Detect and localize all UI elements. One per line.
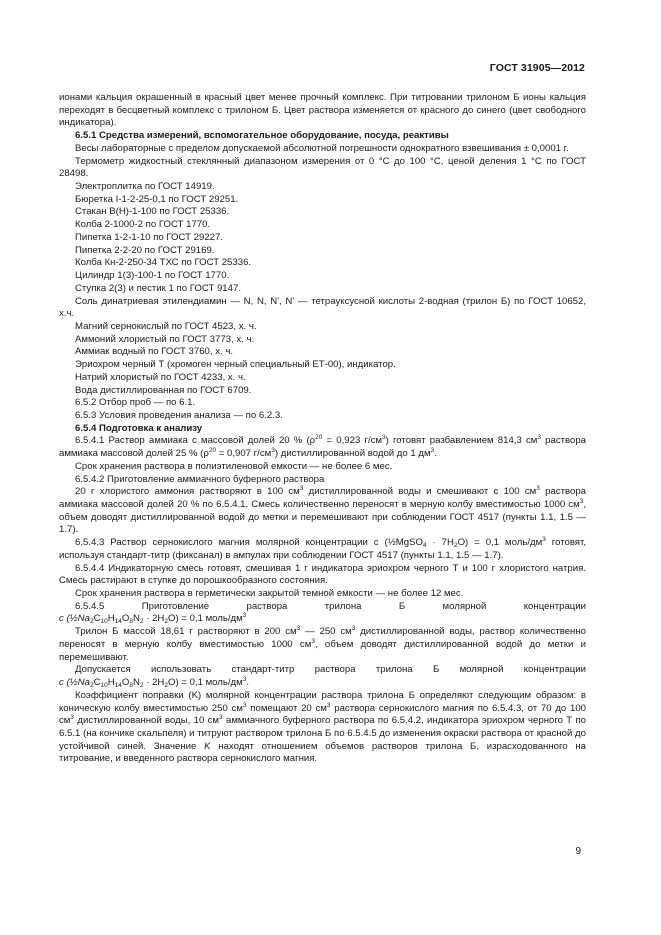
list-item: Электроплитка по ГОСТ 14919. <box>75 181 215 193</box>
text-run: дистиллированной воды, 10 см <box>74 715 220 727</box>
text-run: 20 г хлористого аммония растворяют в 100 см <box>75 486 300 498</box>
subscript: 10 <box>100 618 108 626</box>
text-run: , объем доводят дистиллированной водой до метки и перемешивают при соблюдении ГОСТ 4517 (пункты 1.1, 1.5 — 1.7). <box>59 499 586 536</box>
list-item: Пипетка 2-2-20 по ГОСТ 29169. <box>75 244 215 256</box>
superscript: 3 <box>430 447 435 455</box>
list-item: Колба Кн-2-250-34 ТХС по ГОСТ 25336. <box>75 257 252 269</box>
text-run: O) = 0,1 моль/дм <box>457 537 543 549</box>
text-run: O <box>121 613 130 625</box>
paragraph-6-5-4-3 <box>59 537 586 562</box>
superscript: 3 <box>296 625 301 633</box>
superscript: 3 <box>351 625 356 633</box>
subscript: 14 <box>114 682 122 690</box>
list-item: Колба 2-1000-2 по ГОСТ 1770. <box>75 219 211 231</box>
text-run: · 7H <box>426 537 454 549</box>
superscript: 3 <box>537 434 541 442</box>
superscript: 3 <box>311 637 315 645</box>
list-item: Стакан В(Н)-1-100 по ГОСТ 25336. <box>75 206 230 218</box>
superscript: 3 <box>242 612 247 620</box>
document-body <box>59 92 586 766</box>
text-run: готовят, используя стандарт-титр (фиксанал) в ампулах при соблюдении ГОСТ 4517 (пункты 1.1, 1.5 — 1.7). <box>59 537 586 561</box>
list-item: Термометр жидкостный стеклянный диапазоном измерения от 0 °С до 100 °С, ценой деления 1 °С по ГОСТ 28498. <box>59 155 586 180</box>
subscript: 2 <box>89 682 94 690</box>
superscript: 3 <box>579 498 584 505</box>
text-run: H <box>107 677 115 689</box>
paragraph-6-5-4-1 <box>59 435 586 460</box>
section-heading-6-5-1: 6.5.1 Средства измерений, вспомогательное оборудование, посуда, реактивы <box>75 130 449 142</box>
formula-trilon-1 <box>59 613 586 626</box>
paragraph-trilon-mass <box>59 626 586 664</box>
subscript: 2 <box>89 618 94 626</box>
superscript: 3 <box>242 676 247 684</box>
section-heading-6-5-4: 6.5.4 Подготовка к анализу <box>75 422 203 434</box>
text-run: — 250 см <box>300 626 352 638</box>
section-6-5-4-2: 6.5.4.2 Приготовление аммиачного буферного раствора <box>75 473 325 485</box>
list-item: Эриохром черный Т (хромоген черный специальный ЕТ-00), индикатор. <box>75 359 396 371</box>
list-item: Пипетка 1-2-1-10 по ГОСТ 29227. <box>75 231 223 243</box>
paragraph-6-5-4-5: 6.5.4.5 Приготовление раствора трилона Б молярной концентрации <box>75 600 586 612</box>
section-6-5-3: 6.5.3 Условия проведения анализа — по 6.2.3. <box>75 409 283 421</box>
list-item: Ступка 2(3) и пестик 1 по ГОСТ 9147. <box>75 282 241 294</box>
list-item: Весы лабораторные с пределом допускаемой абсолютной погрешности однократного взвешивания ± 0,0001 г. <box>75 142 569 154</box>
text-run: раствора аммиака массовой долей 20 % по 6.5.4.1. Смесь количественно переносят в мерную колбу вместимостью 1000 см <box>59 486 586 510</box>
text-run: 6.5.4.3 Раствор сернокислого магния молярной концентрации c (½MgSO <box>75 537 423 549</box>
paragraph-standard-titr: Допускается использовать стандарт-титр раствора трилона Б молярной концентрации <box>75 664 586 676</box>
text-run: раствора аммиака массовой долей 25 % (ρ <box>59 435 587 460</box>
text-run: . <box>246 677 250 689</box>
text-run: помещают 20 см <box>246 702 327 714</box>
paragraph-storage-1: Срок хранения раствора в полиэтиленовой емкости — не более 6 мес. <box>75 460 393 472</box>
paragraph-coefficient <box>59 690 586 766</box>
text-run: аммиачного буферного раствора по 6.5.4.2, индикатора эриохром черного Т по 6.5.1 (на кончике скальпеля) и титруют раствором трилона Б по 6.5.4.5 до изменения окраски раствора от красной до устойчивой синей. Значение <box>59 715 587 752</box>
text-run: ) готовят разбавлением 814,3 см <box>385 435 538 447</box>
list-item: Аммоний хлористый по ГОСТ 3773, х. ч. <box>75 333 255 345</box>
text-run: дистиллированной воды и смешивают с 100 см <box>303 486 537 498</box>
text-run: ) дистиллированной водой до 1 дм <box>274 448 431 460</box>
superscript: 3 <box>542 536 546 544</box>
text-run: C <box>93 613 101 625</box>
text-run: C <box>93 677 101 689</box>
text-run: . <box>434 448 437 460</box>
paragraph-intro: ионами кальция окрашенный в красный цвет менее прочный комплекс. При титровании трилоном Б ионы кальция переходят в бесцветный комплекс с трилоном Б. Цвет раствора изменяется от красного до синего (цвет свободного индикатора). <box>59 92 586 129</box>
superscript: 3 <box>271 447 275 455</box>
list-item: Цилиндр 1(3)-100-1 по ГОСТ 1770. <box>75 270 230 282</box>
list-item: Бюретка I-1-2-25-0,1 по ГОСТ 29251. <box>75 193 239 205</box>
subscript: 2 <box>164 682 168 690</box>
subscript: 4 <box>422 542 427 550</box>
subscript: 2 <box>139 682 144 690</box>
text-run: N <box>133 613 140 625</box>
text-run: c (½Na <box>59 677 90 689</box>
text-run: O) = 0,1 моль/дм <box>167 613 243 625</box>
subscript: 8 <box>129 682 133 690</box>
formula-trilon-2 <box>59 677 586 690</box>
superscript: 20 <box>208 447 217 455</box>
page-number: 9 <box>575 846 581 857</box>
subscript: 14 <box>114 618 122 626</box>
superscript: 3 <box>299 485 304 493</box>
text-run: = 0,923 г/см <box>322 435 383 447</box>
text-run: раствора сернокислого магния по 6.5.4.3, от 70 до 100 см <box>59 702 586 727</box>
subscript: 2 <box>164 618 168 626</box>
list-item: Аммиак водный по ГОСТ 3760, х. ч. <box>75 346 233 358</box>
text-run: · 2H <box>143 613 165 625</box>
superscript: 3 <box>536 485 540 493</box>
text-run: дистиллированной воды, раствор количественно переносят в мерную колбу вместимостью 1000 см <box>59 626 586 650</box>
superscript: 3 <box>70 714 75 722</box>
list-item: Соль динатриевая этилендиамин — N, N, N', N' — тетрауксусной кислоты 2-водная (трилон Б) по ГОСТ 10652, х.ч. <box>59 295 586 320</box>
subscript: 2 <box>453 542 458 550</box>
list-item: Натрий хлористый по ГОСТ 4233, х. ч. <box>75 371 246 383</box>
document-header: ГОСТ 31905—2012 <box>489 62 585 74</box>
superscript: 3 <box>219 714 223 722</box>
list-item: Вода дистиллированная по ГОСТ 6709. <box>75 384 252 396</box>
subscript: 8 <box>129 618 133 626</box>
paragraph-buffer <box>59 486 586 537</box>
paragraph-6-5-4-4: 6.5.4.4 Индикаторную смесь готовят, смешивая 1 г индикатора эриохром черного Т и 100 г хлористого натрия. Смесь растирают в ступке до порошкообразного состояния. <box>59 562 586 587</box>
text-run: Трилон Б массой 18,61 г растворяют в 200 см <box>75 626 297 638</box>
subscript: 10 <box>100 682 108 690</box>
list-item: Магний сернокислый по ГОСТ 4523, х. ч. <box>75 320 257 332</box>
text-run: O) = 0,1 моль/дм <box>167 677 243 689</box>
text-run: 6.5.4.1 Раствор аммиака с массовой долей 20 % (ρ <box>75 435 316 447</box>
superscript: 20 <box>315 434 323 442</box>
superscript: 3 <box>326 701 331 709</box>
text-run: O <box>121 677 130 689</box>
text-run: находят отношением объемов растворов трилона Б, израсходованного на титрование, и введенного раствора сернокислого магния. <box>59 740 586 765</box>
paragraph-storage-2: Срок хранения раствора в герметически закрытой темной емкости — не более 12 мес. <box>75 588 464 600</box>
text-run: Коэффициент поправки (K) молярной концентрации раствора трилона Б определяют следующим образом: в коническую колбу вместимостью 250 см <box>59 689 586 714</box>
superscript: 3 <box>382 434 386 442</box>
text-run: c (½Na <box>59 613 90 625</box>
text-run: = 0,907 г/см <box>216 448 272 460</box>
text-run: K <box>204 740 211 752</box>
text-run: , объем доводят дистиллированной водой до метки и перемешивают. <box>59 638 586 663</box>
text-run: H <box>107 613 115 625</box>
text-run: N <box>133 677 140 689</box>
subscript: 2 <box>139 618 144 626</box>
superscript: 3 <box>242 701 247 709</box>
text-run: · 2H <box>143 677 165 689</box>
section-6-5-2: 6.5.2 Отбор проб — по 6.1. <box>75 397 196 409</box>
